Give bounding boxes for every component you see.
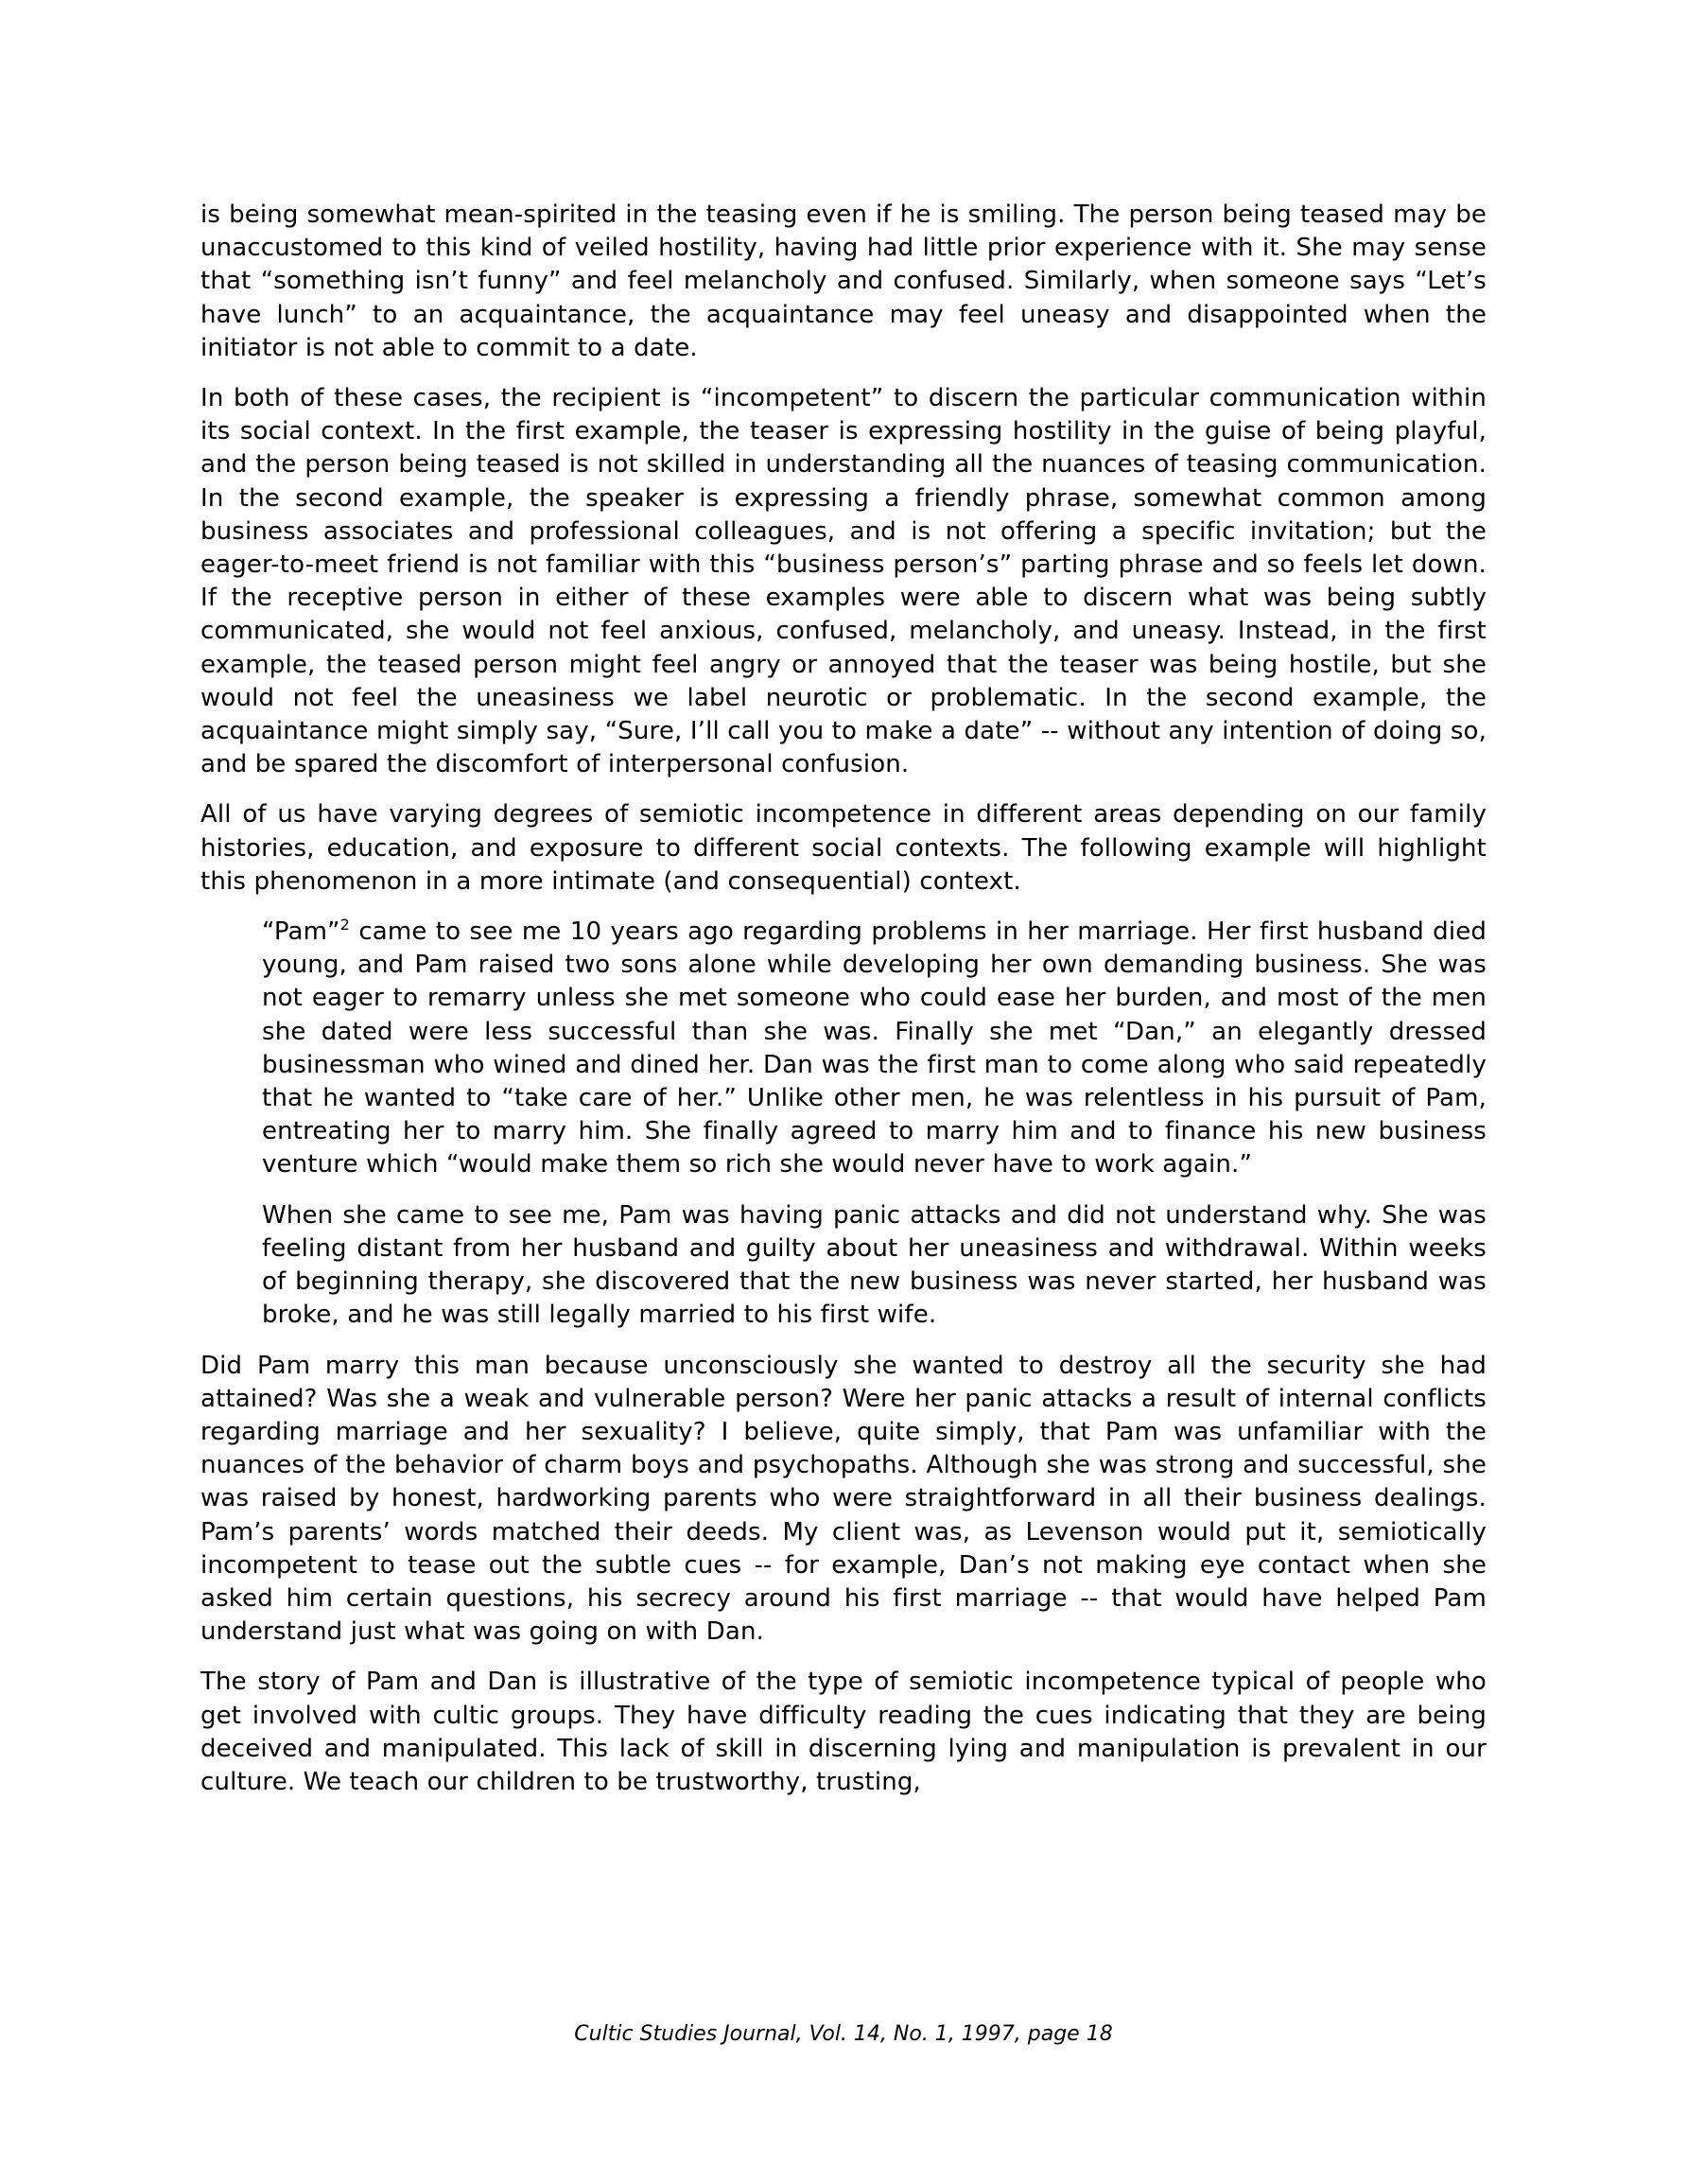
case-study-block-quote [262, 916, 1487, 1332]
case-study-paragraph-2: When she came to see me, Pam was having panic attacks and did not understand why. She was feeling distant from her husband and guilty about her uneasiness and withdrawal. Within weeks of beginning therapy, she discovered that the new business was never started, her husband was broke, and he was still legally married to his first wife. [262, 1200, 1487, 1330]
paragraph-cultic-groups: The story of Pam and Dan is illustrative of the type of semiotic incompetence typical of people who get involved with cultic groups. They have difficulty reading the cues indicating that they are being deceived and manipulated. This lack of skill in discerning lying and manipulation is prevalent in our culture. We teach our children to be trustworthy, trusting, [200, 1668, 1487, 1796]
page-footer: Cultic Studies Journal, Vol. 14, No. 1, 1997, page 18 [574, 2022, 1113, 2046]
footnote-reference[interactable]: 2 [339, 916, 351, 935]
paragraph-semiotic-incompetence: All of us have varying degrees of semiotic incompetence in different areas depending on our family histories, education, and exposure to different social contexts. The following example will highlight this phenomenon in a more intimate (and consequential) context. [200, 800, 1487, 896]
case-study-paragraph-1 [262, 916, 1487, 1182]
paragraph-teasing: is being somewhat mean-spirited in the teasing even if he is smiling. The person being teased may be unaccustomed to this kind of veiled hostility, having had little prior experience with it. She may sense that “something isn’t funny” and feel melancholy and confused. Similarly, when someone says “Let’s have lunch” to an acquaintance, the acquaintance may feel uneasy and disappointed when the initiator is not able to commit to a date. [200, 201, 1487, 362]
page-body [200, 199, 1487, 1816]
paragraph-analysis: Did Pam marry this man because unconsciously she wanted to destroy all the security she had attained? Was she a weak and vulnerable person? Were her panic attacks a result of internal conflicts regarding marriage and her sexuality? I believe, quite simply, that Pam was unfamiliar with the nuances of the behavior of charm boys and psychopaths. Although she was strong and successful, she was raised by honest, hardworking parents who were straightforward in all their business dealings. Pam’s parents’ words matched their deeds. My client was, as Levenson would put it, semiotically incompetent to tease out the subtle cues -- for example, Dan’s not making eye contact when she asked him certain questions, his secrecy around his first marriage -- that would have helped Pam understand just what was going on with Dan. [200, 1351, 1487, 1647]
case-study-text: came to see me 10 years ago regarding problems in her marriage. Her first husband died young, and Pam raised two sons alone while developing her own demanding business. She was not eager to remarry unless she met someone who could ease her burden, and most of the men she dated were less successful than she was. Finally she met “Dan,” an elegantly dressed businessman who wined and dined her. Dan was the first man to come along who said repeatedly that he wanted to “take care of her.” Unlike other men, he was relentless in his pursuit of Pam, entreating her to marry him. She finally agreed to marry him and to finance his new business venture which “would make them so rich she would never have to work again.” [262, 917, 1487, 1179]
pam-quote: “Pam” [262, 917, 340, 947]
paragraph-incompetent: In both of these cases, the recipient is “incompetent” to discern the particular communication within its social context. In the first example, the teaser is expressing hostility in the guise of being playful, and the person being teased is not skilled in understanding all the nuances of teasing communication. In the second example, the speaker is expressing a friendly phrase, somewhat common among business associates and professional colleagues, and is not offering a specific invitation; but the eager-to-meet friend is not familiar with this “business person’s” parting phrase and so feels let down. If the receptive person in either of these examples were able to discern what was being subtly communicated, she would not feel anxious, confused, melancholy, and uneasy. Instead, in the first example, the teased person might feel angry or annoyed that the teaser was being hostile, but she would not feel the uneasiness we label neurotic or problematic. In the second example, the acquaintance might simply say, “Sure, I’ll call you to make a date” -- without any intention of doing so, and be spared the discomfort of interpersonal confusion. [200, 384, 1487, 779]
